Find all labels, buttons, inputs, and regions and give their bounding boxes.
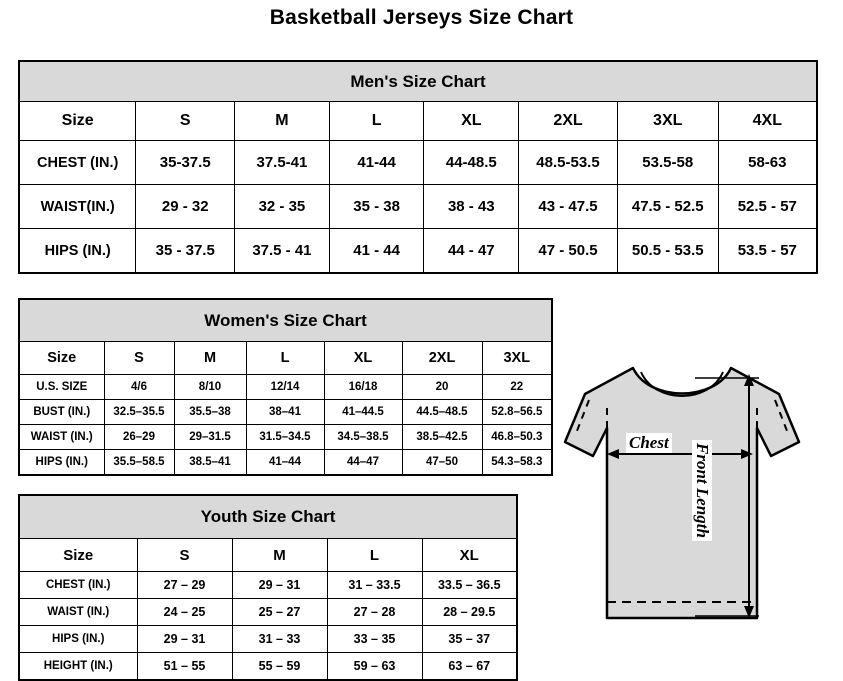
table-cell: 51 – 55	[137, 653, 232, 681]
table-cell: 25 – 27	[232, 599, 327, 626]
table-cell: 8/10	[174, 375, 246, 400]
column-header-2xl: 2XL	[402, 342, 482, 375]
table-cell: 44 - 47	[424, 229, 519, 274]
column-header-m: M	[232, 539, 327, 572]
table-cell: 47.5 - 52.5	[617, 185, 718, 229]
table-cell: 28 – 29.5	[422, 599, 517, 626]
table-cell: 41-44	[329, 141, 424, 185]
column-header-xl: XL	[424, 102, 519, 141]
table-cell: 20	[402, 375, 482, 400]
row-label: WAIST (IN.)	[19, 425, 104, 450]
table-header-row	[19, 102, 817, 141]
table-cell: 31 – 33.5	[327, 572, 422, 599]
table-row	[19, 185, 817, 229]
table-cell: 53.5-58	[617, 141, 718, 185]
womens-size-chart-table	[18, 298, 553, 476]
table-header-row	[19, 539, 517, 572]
table-cell: 22	[482, 375, 552, 400]
table-row	[19, 375, 552, 400]
table-cell: 63 – 67	[422, 653, 517, 681]
table-cell: 54.3–58.3	[482, 450, 552, 476]
shirt-outline	[565, 368, 799, 618]
column-header-xl: XL	[422, 539, 517, 572]
table-cell: 16/18	[324, 375, 402, 400]
table-cell: 38–41	[246, 400, 324, 425]
table-cell: 31 – 33	[232, 626, 327, 653]
table-cell: 50.5 - 53.5	[617, 229, 718, 274]
table-cell: 52.5 - 57	[718, 185, 817, 229]
table-cell: 34.5–38.5	[324, 425, 402, 450]
column-header-l: L	[329, 102, 424, 141]
table-cell: 38.5–41	[174, 450, 246, 476]
row-label: HIPS (IN.)	[19, 229, 136, 274]
table-cell: 52.8–56.5	[482, 400, 552, 425]
table-cell: 29 – 31	[232, 572, 327, 599]
table-cell: 44-48.5	[424, 141, 519, 185]
table-cell: 53.5 - 57	[718, 229, 817, 274]
row-label: WAIST(IN.)	[19, 185, 136, 229]
table-cell: 41–44	[246, 450, 324, 476]
table-caption-row	[19, 299, 552, 342]
column-header-s: S	[136, 102, 235, 141]
table-header-row	[19, 342, 552, 375]
table-row	[19, 572, 517, 599]
table-row	[19, 141, 817, 185]
jersey-shirt-icon	[545, 350, 835, 660]
column-header-size: Size	[19, 342, 104, 375]
table-cell: 41 - 44	[329, 229, 424, 274]
table-cell: 41–44.5	[324, 400, 402, 425]
table-cell: 4/6	[104, 375, 174, 400]
table-cell: 32 - 35	[235, 185, 330, 229]
table-cell: 48.5-53.5	[519, 141, 618, 185]
row-label: WAIST (IN.)	[19, 599, 137, 626]
womens-caption: Women's Size Chart	[19, 299, 552, 342]
table-cell: 35.5–38	[174, 400, 246, 425]
table-row	[19, 653, 517, 681]
column-header-2xl: 2XL	[519, 102, 618, 141]
column-header-size: Size	[19, 539, 137, 572]
table-caption-row	[19, 61, 817, 102]
row-label: CHEST (IN.)	[19, 141, 136, 185]
table-cell: 33 – 35	[327, 626, 422, 653]
column-header-4xl: 4XL	[718, 102, 817, 141]
column-header-s: S	[104, 342, 174, 375]
table-cell: 47 - 50.5	[519, 229, 618, 274]
column-header-size: Size	[19, 102, 136, 141]
table-cell: 12/14	[246, 375, 324, 400]
jersey-measurement-diagram	[545, 350, 835, 660]
row-label: HIPS (IN.)	[19, 450, 104, 476]
table-cell: 44.5–48.5	[402, 400, 482, 425]
table-cell: 35 - 37.5	[136, 229, 235, 274]
table-row	[19, 425, 552, 450]
mens-caption: Men's Size Chart	[19, 61, 817, 102]
column-header-l: L	[327, 539, 422, 572]
column-header-l: L	[246, 342, 324, 375]
table-cell: 29 – 31	[137, 626, 232, 653]
table-cell: 33.5 – 36.5	[422, 572, 517, 599]
table-row	[19, 229, 817, 274]
table-cell: 35.5–58.5	[104, 450, 174, 476]
table-cell: 27 – 29	[137, 572, 232, 599]
table-cell: 27 – 28	[327, 599, 422, 626]
table-row	[19, 626, 517, 653]
table-cell: 31.5–34.5	[246, 425, 324, 450]
row-label: BUST (IN.)	[19, 400, 104, 425]
table-cell: 55 – 59	[232, 653, 327, 681]
table-cell: 26–29	[104, 425, 174, 450]
column-header-m: M	[174, 342, 246, 375]
table-row	[19, 450, 552, 476]
table-cell: 24 – 25	[137, 599, 232, 626]
table-caption-row	[19, 495, 517, 539]
column-header-3xl: 3XL	[482, 342, 552, 375]
table-cell: 32.5–35.5	[104, 400, 174, 425]
column-header-xl: XL	[324, 342, 402, 375]
front-length-measure-label: Front Length	[692, 440, 712, 541]
page-title: Basketball Jerseys Size Chart	[269, 6, 574, 29]
table-row	[19, 599, 517, 626]
table-row	[19, 400, 552, 425]
column-header-m: M	[235, 102, 330, 141]
column-header-s: S	[137, 539, 232, 572]
youth-size-chart-table	[18, 494, 518, 681]
table-cell: 35 – 37	[422, 626, 517, 653]
table-cell: 44–47	[324, 450, 402, 476]
chest-measure-label: Chest	[626, 433, 672, 453]
row-label: U.S. SIZE	[19, 375, 104, 400]
table-cell: 35-37.5	[136, 141, 235, 185]
table-cell: 38 - 43	[424, 185, 519, 229]
table-cell: 37.5-41	[235, 141, 330, 185]
row-label: HIPS (IN.)	[19, 626, 137, 653]
table-cell: 58-63	[718, 141, 817, 185]
table-cell: 59 – 63	[327, 653, 422, 681]
table-cell: 38.5–42.5	[402, 425, 482, 450]
mens-size-chart-table	[18, 60, 818, 274]
column-header-3xl: 3XL	[617, 102, 718, 141]
table-cell: 35 - 38	[329, 185, 424, 229]
youth-caption: Youth Size Chart	[19, 495, 517, 539]
table-cell: 29 - 32	[136, 185, 235, 229]
row-label: HEIGHT (IN.)	[19, 653, 137, 681]
table-cell: 46.8–50.3	[482, 425, 552, 450]
table-cell: 37.5 - 41	[235, 229, 330, 274]
table-cell: 29–31.5	[174, 425, 246, 450]
row-label: CHEST (IN.)	[19, 572, 137, 599]
table-cell: 47–50	[402, 450, 482, 476]
table-cell: 43 - 47.5	[519, 185, 618, 229]
